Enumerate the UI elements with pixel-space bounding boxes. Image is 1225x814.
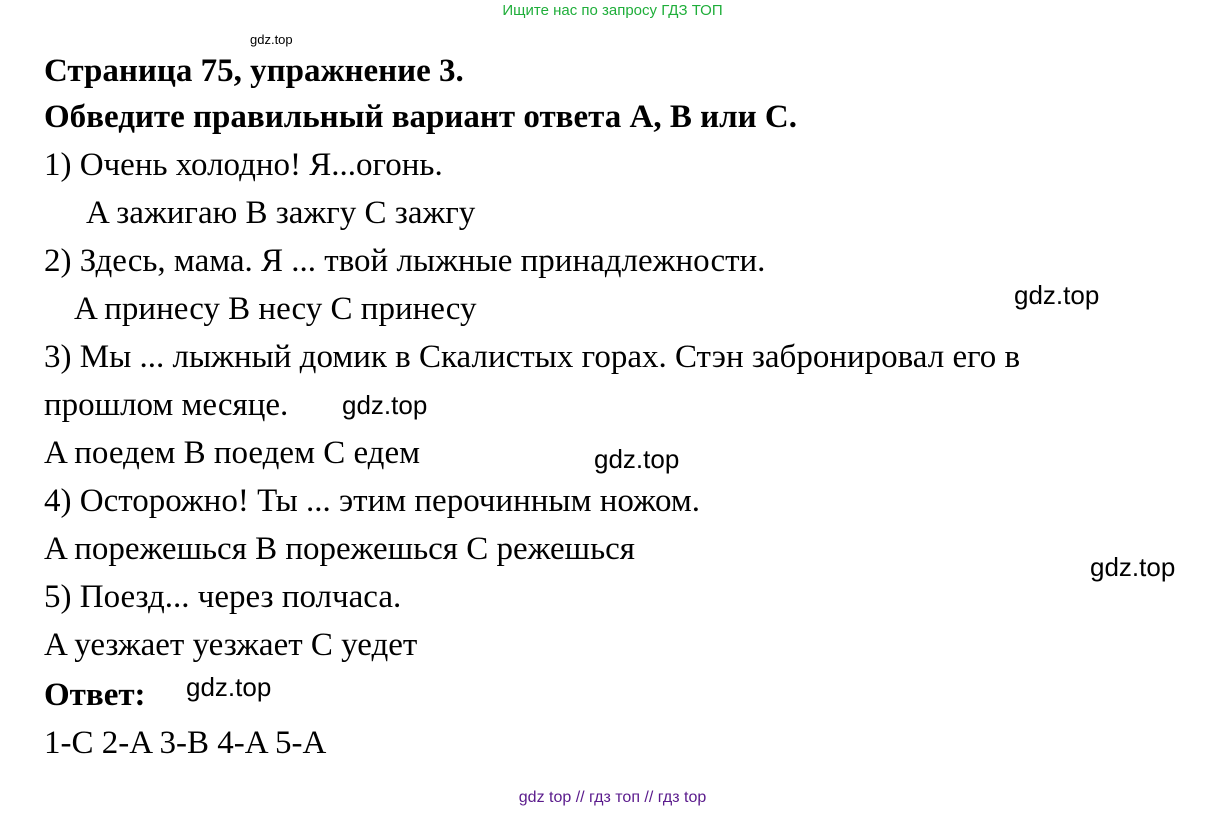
question-3: 3) Мы ... лыжный домик в Скалистых горах. Стэн забронировал его в (44, 339, 1021, 375)
options-5: A уезжает уезжает C уедет (44, 627, 418, 663)
question-1: 1) Очень холодно! Я...огонь. (44, 147, 443, 183)
instruction: Обведите правильный вариант ответа A, B или C. (44, 99, 797, 135)
question-2: 2) Здесь, мама. Я ... твой лыжные принадлежности. (44, 243, 766, 279)
top-banner[interactable]: Ищите нас по запросу ГДЗ ТОП (502, 2, 723, 19)
watermark: gdz.top (342, 390, 428, 420)
options-3: A поедем B поедем C едем (44, 435, 421, 471)
question-5: 5) Поезд... через полчаса. (44, 579, 402, 615)
answer-label: Ответ: (44, 677, 146, 713)
watermark: gdz.top (1090, 552, 1176, 582)
watermark: gdz.top (250, 32, 293, 47)
watermark: gdz.top (594, 444, 680, 474)
watermark: gdz.top (186, 672, 272, 702)
options-4: A порежешься B порежешься C режешься (44, 531, 635, 567)
answer-text: 1-C 2-A 3-B 4-A 5-A (44, 725, 327, 761)
question-3-cont: прошлом месяце. (44, 387, 289, 423)
footer-links[interactable]: gdz top // гдз топ // гдз top (518, 789, 707, 806)
page-heading: Страница 75, упражнение 3. (44, 53, 464, 89)
watermark: gdz.top (1014, 280, 1100, 310)
options-1: A зажигаю B зажгу C зажгу (86, 195, 476, 231)
question-4: 4) Осторожно! Ты ... этим перочинным ножом. (44, 483, 701, 519)
options-2: A принесу B несу C принесу (74, 291, 477, 327)
